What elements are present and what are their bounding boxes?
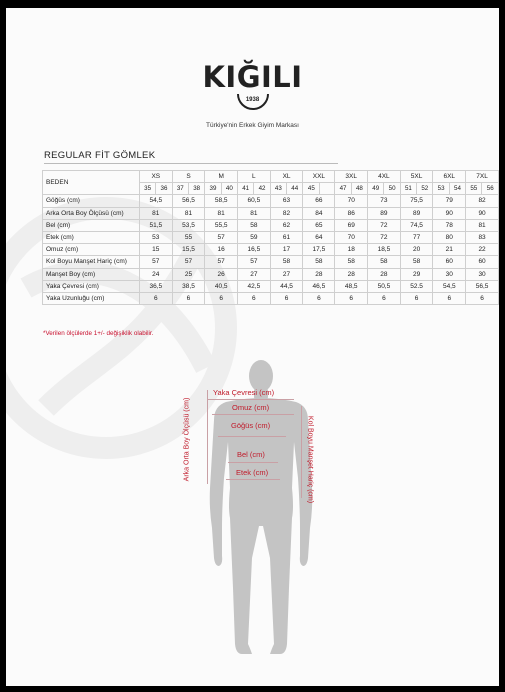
table-cell: 75,5	[400, 195, 433, 207]
table-cell: 84	[303, 207, 335, 219]
table-cell: 81	[466, 219, 499, 231]
table-cell: 57	[172, 256, 205, 268]
collar-size-10: 45	[303, 183, 320, 195]
table-cell: 16	[205, 244, 238, 256]
table-cell: 30	[433, 268, 466, 280]
row-label: Arka Orta Boy Ölçüsü (cm)	[43, 207, 140, 219]
table-cell: 58	[368, 256, 401, 268]
size-header-s: S	[172, 171, 205, 183]
table-cell: 6	[335, 292, 368, 304]
collar-size-20: 55	[466, 183, 482, 195]
table-row	[43, 207, 499, 219]
table-cell: 28	[368, 268, 401, 280]
table-cell: 89	[400, 207, 433, 219]
table-cell: 60	[433, 256, 466, 268]
table-cell: 58	[335, 256, 368, 268]
table-cell: 74,5	[400, 219, 433, 231]
collar-size-1: 36	[156, 183, 172, 195]
table-cell: 57	[205, 256, 238, 268]
table-cell: 73	[368, 195, 401, 207]
table-row	[43, 231, 499, 243]
size-header-7xl: 7XL	[466, 171, 499, 183]
table-cell: 28	[303, 268, 335, 280]
table-cell: 18	[335, 244, 368, 256]
back-length-line	[207, 390, 208, 484]
table-cell: 81	[139, 207, 172, 219]
size-header-xxl: XXL	[303, 171, 335, 183]
table-cell: 36,5	[139, 280, 172, 292]
table-cell: 25	[172, 268, 205, 280]
size-table	[42, 170, 499, 305]
table-cell: 27	[270, 268, 303, 280]
table-cell: 22	[466, 244, 499, 256]
table-cell: 6	[368, 292, 401, 304]
row-label: Göğüs (cm)	[43, 195, 140, 207]
table-cell: 18,5	[368, 244, 401, 256]
collar-size-13: 48	[351, 183, 367, 195]
table-cell: 58	[270, 256, 303, 268]
figure-label-collar: Yaka Çevresi (cm)	[213, 388, 275, 397]
table-cell: 16,5	[238, 244, 271, 256]
figure-label-sleeve: Kol Boyu Manşet Hariç (cm)	[306, 415, 314, 504]
table-cell: 48,5	[335, 280, 368, 292]
brand-name: KIĞILI	[202, 60, 303, 94]
table-cell: 78	[433, 219, 466, 231]
size-header-5xl: 5XL	[400, 171, 433, 183]
row-label: Yaka Çevresi (cm)	[43, 280, 140, 292]
table-cell: 21	[433, 244, 466, 256]
table-row	[43, 268, 499, 280]
page-title: REGULAR FİT GÖMLEK	[44, 150, 156, 161]
collar-size-8: 43	[270, 183, 286, 195]
collar-size-6: 41	[238, 183, 254, 195]
table-cell: 86	[335, 207, 368, 219]
row-label: Etek (cm)	[43, 231, 140, 243]
collar-size-16: 51	[400, 183, 416, 195]
table-cell: 27	[238, 268, 271, 280]
figure-label-shoulder: Omuz (cm)	[232, 403, 270, 412]
size-chart-sheet	[6, 8, 499, 686]
table-cell: 58	[238, 219, 271, 231]
collar-size-14: 49	[368, 183, 384, 195]
table-cell: 69	[335, 219, 368, 231]
table-cell: 30	[466, 268, 499, 280]
table-cell: 44,5	[270, 280, 303, 292]
chest-line	[218, 436, 286, 437]
size-header-xl: XL	[270, 171, 303, 183]
size-header-l: L	[238, 171, 271, 183]
figure-label-back-length: Arka Orta Boy Ölçüsü (cm)	[183, 397, 191, 482]
table-cell: 70	[335, 231, 368, 243]
table-cell: 64	[303, 231, 335, 243]
collar-line	[208, 399, 294, 400]
table-cell: 63	[270, 195, 303, 207]
collar-size-4: 39	[205, 183, 221, 195]
table-header-label: BEDEN	[43, 171, 140, 195]
shoulder-line	[212, 414, 294, 415]
table-cell: 56,5	[172, 195, 205, 207]
table-cell: 17,5	[303, 244, 335, 256]
hem-line	[226, 479, 280, 480]
table-cell: 53,5	[172, 219, 205, 231]
brand-year: 1938	[245, 97, 260, 103]
title-divider	[44, 163, 338, 164]
table-cell: 81	[205, 207, 238, 219]
row-label: Yaka Uzunluğu (cm)	[43, 292, 140, 304]
table-cell: 56,5	[466, 280, 499, 292]
table-cell: 81	[238, 207, 271, 219]
table-cell: 6	[238, 292, 271, 304]
table-cell: 29	[400, 268, 433, 280]
table-cell: 6	[400, 292, 433, 304]
table-row	[43, 256, 499, 268]
collar-size-12: 47	[335, 183, 351, 195]
table-cell: 28	[335, 268, 368, 280]
table-cell: 82	[270, 207, 303, 219]
table-cell: 6	[433, 292, 466, 304]
table-cell: 57	[238, 256, 271, 268]
table-cell: 54,5	[433, 280, 466, 292]
figure-label-waist: Bel (cm)	[237, 450, 265, 459]
table-row	[43, 280, 499, 292]
row-label: Manşet Boy (cm)	[43, 268, 140, 280]
waist-line	[228, 462, 278, 463]
figure-label-chest: Göğüs (cm)	[231, 421, 271, 430]
table-cell: 66	[303, 195, 335, 207]
table-cell: 60,5	[238, 195, 271, 207]
table-cell: 6	[303, 292, 335, 304]
table-cell: 61	[270, 231, 303, 243]
row-label: Bel (cm)	[43, 219, 140, 231]
table-cell: 6	[172, 292, 205, 304]
table-cell: 24	[139, 268, 172, 280]
table-cell: 46,5	[303, 280, 335, 292]
collar-size-17: 52	[417, 183, 433, 195]
table-cell: 26	[205, 268, 238, 280]
table-cell: 20	[400, 244, 433, 256]
row-label: Kol Boyu Manşet Hariç (cm)	[43, 256, 140, 268]
table-cell: 40,5	[205, 280, 238, 292]
table-cell: 42,5	[238, 280, 271, 292]
table-cell: 55,5	[205, 219, 238, 231]
table-cell: 65	[303, 219, 335, 231]
table-cell: 70	[335, 195, 368, 207]
sleeve-line	[301, 406, 302, 498]
size-header-m: M	[205, 171, 238, 183]
figure-label-hem: Etek (cm)	[236, 468, 269, 477]
table-cell: 90	[433, 207, 466, 219]
table-row	[43, 195, 499, 207]
collar-size-15: 50	[384, 183, 400, 195]
brand-logo	[6, 60, 499, 112]
collar-size-0: 35	[139, 183, 155, 195]
table-row	[43, 244, 499, 256]
size-header-3xl: 3XL	[335, 171, 368, 183]
table-cell: 17	[270, 244, 303, 256]
collar-size-19: 54	[449, 183, 465, 195]
table-cell: 50,5	[368, 280, 401, 292]
brand-tagline: Türkiye'nin Erkek Giyim Markası	[206, 122, 299, 129]
table-cell: 58	[303, 256, 335, 268]
table-cell: 52.5	[400, 280, 433, 292]
table-cell: 6	[139, 292, 172, 304]
table-cell: 82	[466, 195, 499, 207]
table-cell: 80	[433, 231, 466, 243]
size-header-4xl: 4XL	[368, 171, 401, 183]
table-cell: 55	[172, 231, 205, 243]
table-cell: 6	[466, 292, 499, 304]
table-cell: 58,5	[205, 195, 238, 207]
table-cell: 62	[270, 219, 303, 231]
table-cell: 53	[139, 231, 172, 243]
size-header-6xl: 6XL	[433, 171, 466, 183]
table-cell: 60	[466, 256, 499, 268]
collar-size-18: 53	[433, 183, 449, 195]
table-cell: 57	[205, 231, 238, 243]
table-cell: 72	[368, 231, 401, 243]
brand-ring-icon	[234, 92, 272, 112]
table-cell: 58	[400, 256, 433, 268]
table-cell: 83	[466, 231, 499, 243]
collar-size-5: 40	[221, 183, 237, 195]
table-cell: 57	[139, 256, 172, 268]
table-cell: 77	[400, 231, 433, 243]
row-label: Omuz (cm)	[43, 244, 140, 256]
table-cell: 6	[270, 292, 303, 304]
table-cell: 38,5	[172, 280, 205, 292]
collar-size-11	[320, 183, 335, 195]
collar-size-9: 44	[287, 183, 303, 195]
measurement-note: *Verilen ölçülerde 1+/- değişiklik olabilir.	[43, 330, 154, 337]
table-cell: 15,5	[172, 244, 205, 256]
table-cell: 6	[205, 292, 238, 304]
table-row	[43, 292, 499, 304]
collar-size-3: 38	[188, 183, 204, 195]
table-cell: 51,5	[139, 219, 172, 231]
collar-size-2: 37	[172, 183, 188, 195]
size-header-xs: XS	[139, 171, 172, 183]
table-cell: 54,5	[139, 195, 172, 207]
table-cell: 15	[139, 244, 172, 256]
table-header-row	[43, 171, 499, 183]
table-cell: 59	[238, 231, 271, 243]
table-cell: 89	[368, 207, 401, 219]
table-cell: 79	[433, 195, 466, 207]
collar-size-7: 42	[254, 183, 270, 195]
table-cell: 90	[466, 207, 499, 219]
table-row	[43, 219, 499, 231]
collar-size-21: 56	[482, 183, 499, 195]
table-cell: 81	[172, 207, 205, 219]
table-cell: 72	[368, 219, 401, 231]
